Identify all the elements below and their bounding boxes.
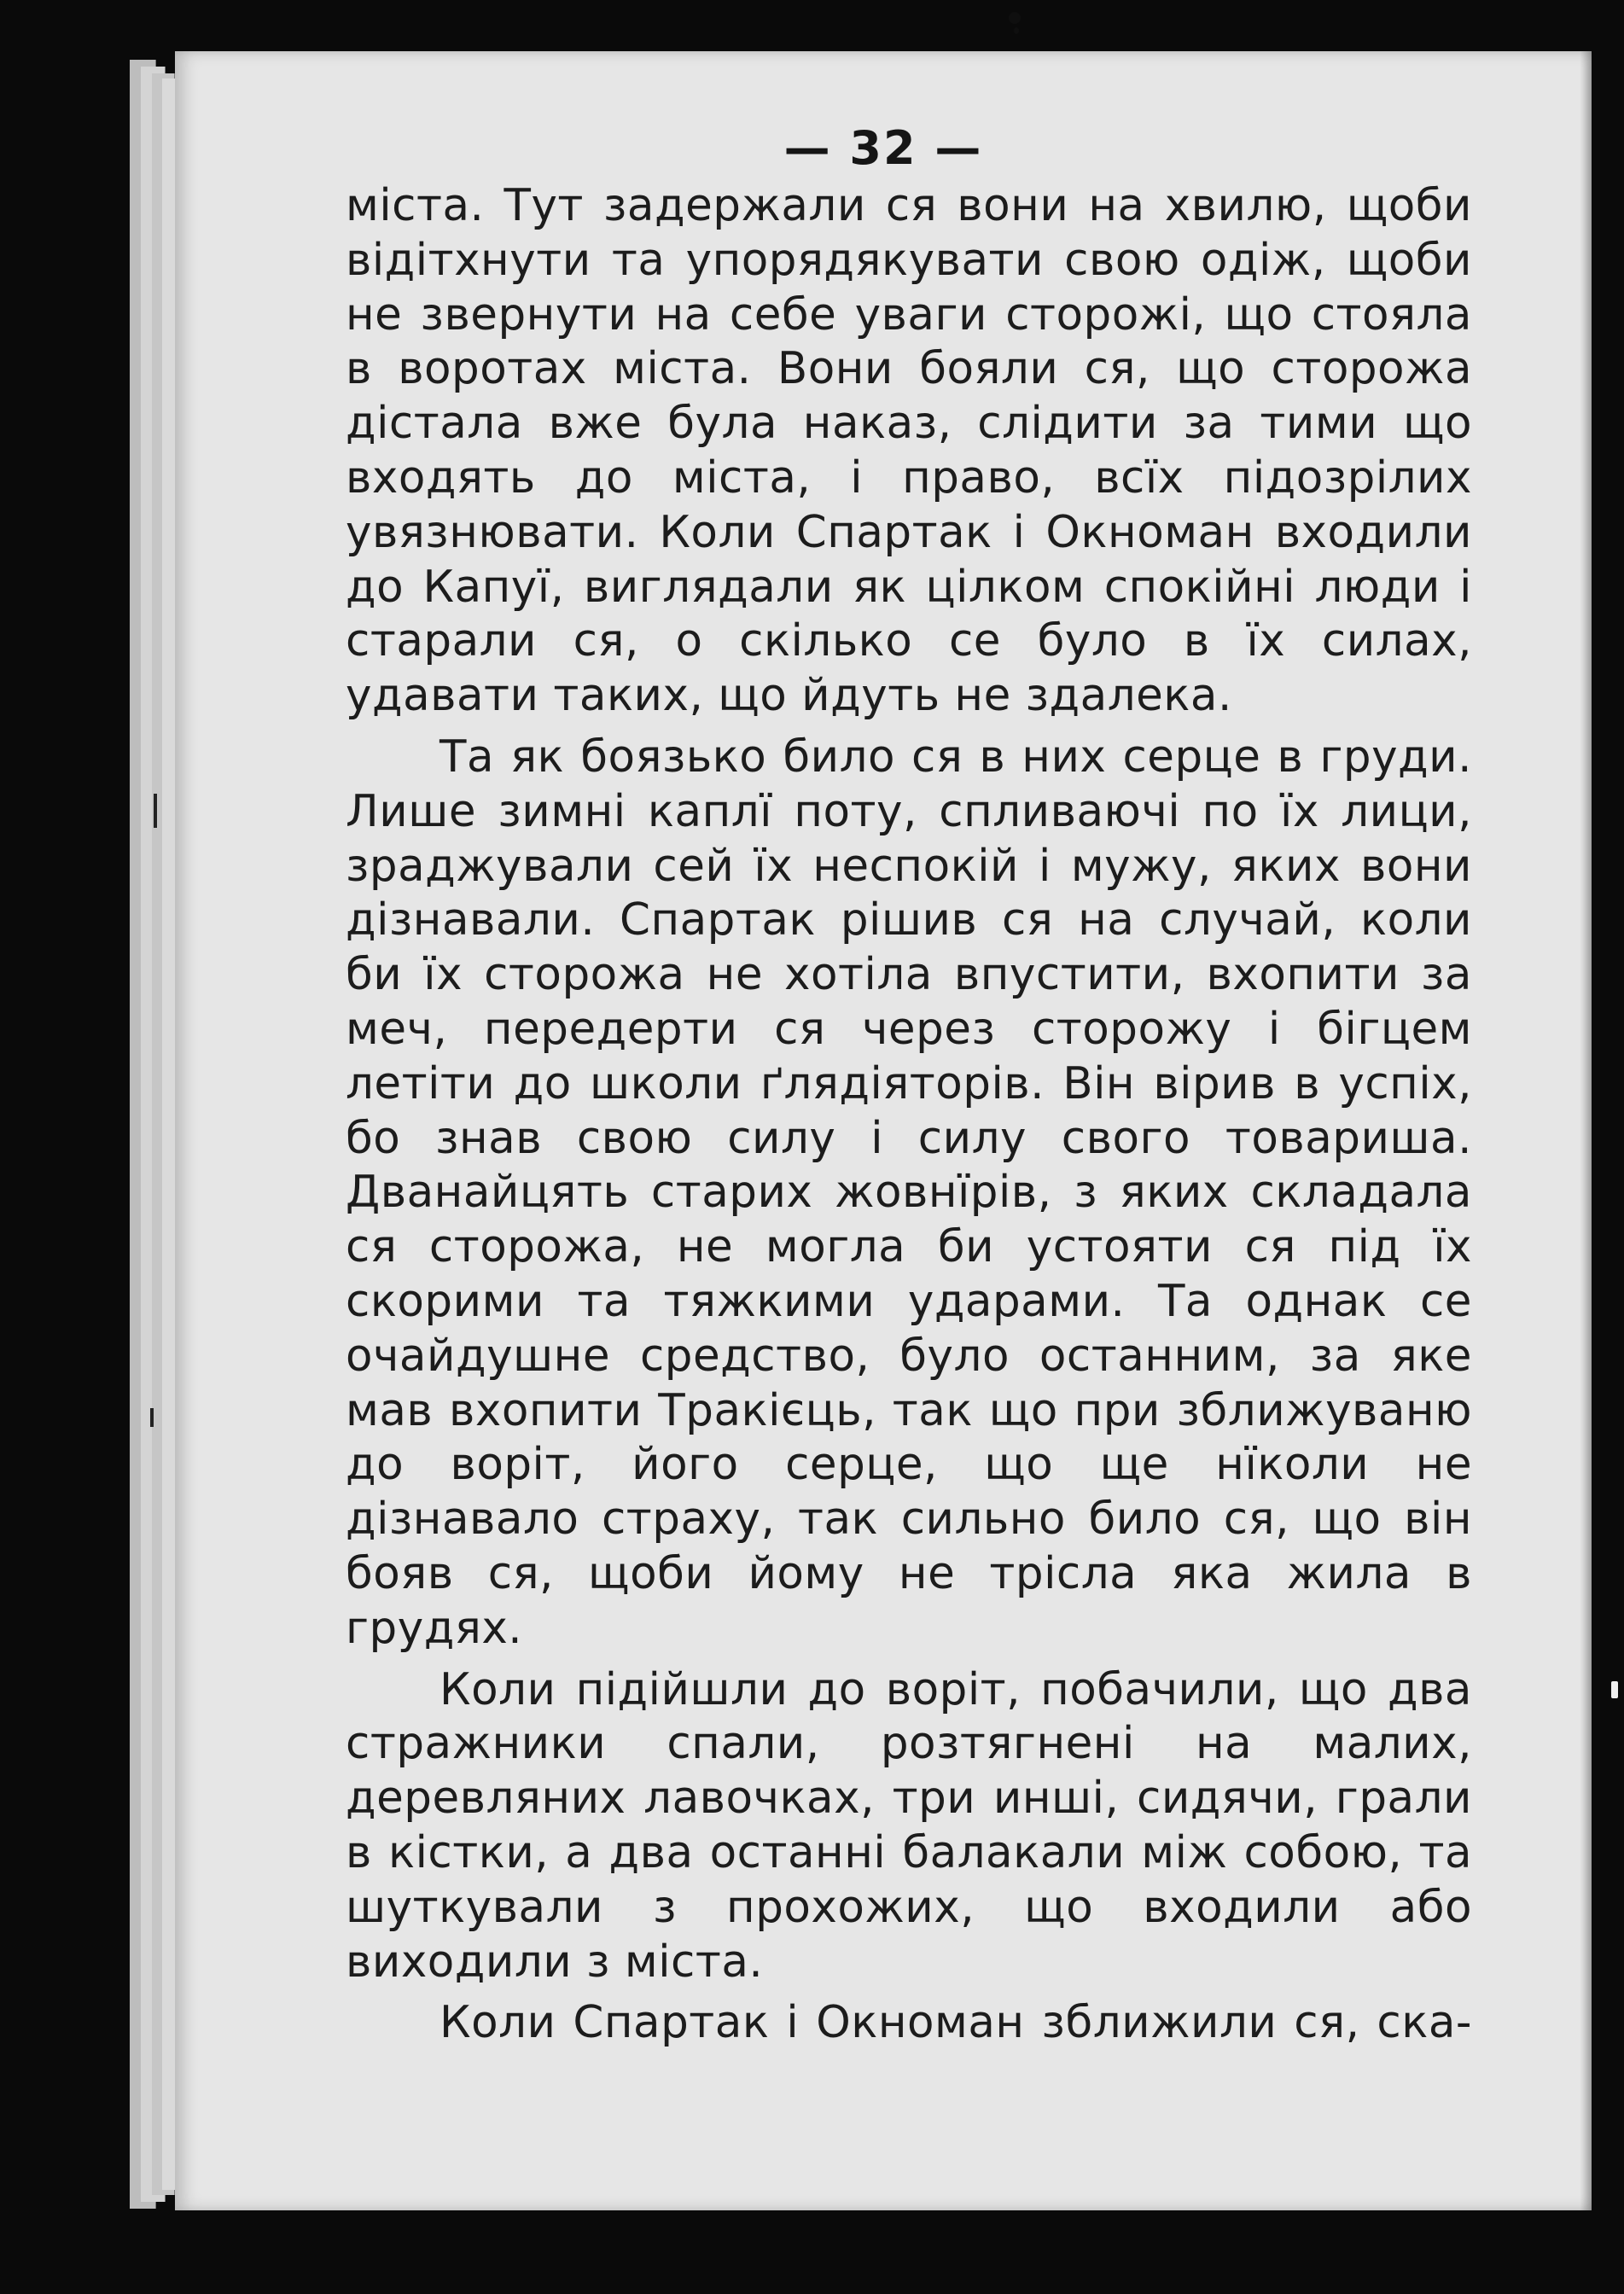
page-number: — 32 — — [783, 121, 983, 175]
paragraph: Коли підійшли до воріт, побачили, що два стражники спали, розтягнені на малих, деревляних лавочках, три инші, сидячи, грали в кістки, а два останні балакали між собою, та шуткували з прохожих, що входили або виходили з міста. — [346, 1663, 1472, 1988]
paragraph: Коли Спартак і Окноман зближили ся, ска- — [439, 1997, 1472, 2049]
book-page — [175, 51, 1592, 2210]
page-shadow — [1580, 51, 1592, 2210]
scan-speck — [1014, 27, 1019, 34]
paragraph: міста. Тут задержали ся вони на хвилю, щоби відітхнути та упорядякувати свою одіж, щоби не звернути на себе уваги сторожі, що стояла в воротах міста. Вони бояли ся, що сторожа дістала вже була наказ, слідити за тими що входять до міста, і право, всїх підозрілих увязнювати. Коли Спартак і Окноман входили до Капуї, виглядали як цілком спокійні люди і старали ся, о скілько се було в їх силах, удавати таких, що йдуть не здалека. — [346, 180, 1472, 722]
scan-speck — [1611, 1681, 1618, 1698]
scan-mark — [154, 794, 157, 828]
paragraph: Та як боязько било ся в них серце в груди. Лише зимні каплї поту, спливаючі по їх лици, зраджували сей їх неспокій і мужу, яких вони дізнавали. Спартак рішив ся на случай, коли би їх сторожа не хотіла впустити, вхопити за меч, передерти ся через сторожу і бігцем летіти до школи ґлядіяторів. Він вірив в успіх, бо знав свою силу і силу свого товариша. Дванайцять старих жовнїрів, з яких складала ся сторожа, не могла би устояти ся під їх скорими та тяжкими ударами. Та однак се очайдушне средство, було останним, за яке мав вхопити Тракієць, так що при зближуваню до воріт, його серце, що ще нїколи не дізнавало страху, так сильно било ся, що він бояв ся, щоби йому не трісла яка жила в грудях. — [346, 731, 1472, 1654]
scan-mark — [150, 1408, 154, 1427]
scan-speck — [1009, 12, 1021, 24]
body-text — [346, 179, 1472, 2051]
